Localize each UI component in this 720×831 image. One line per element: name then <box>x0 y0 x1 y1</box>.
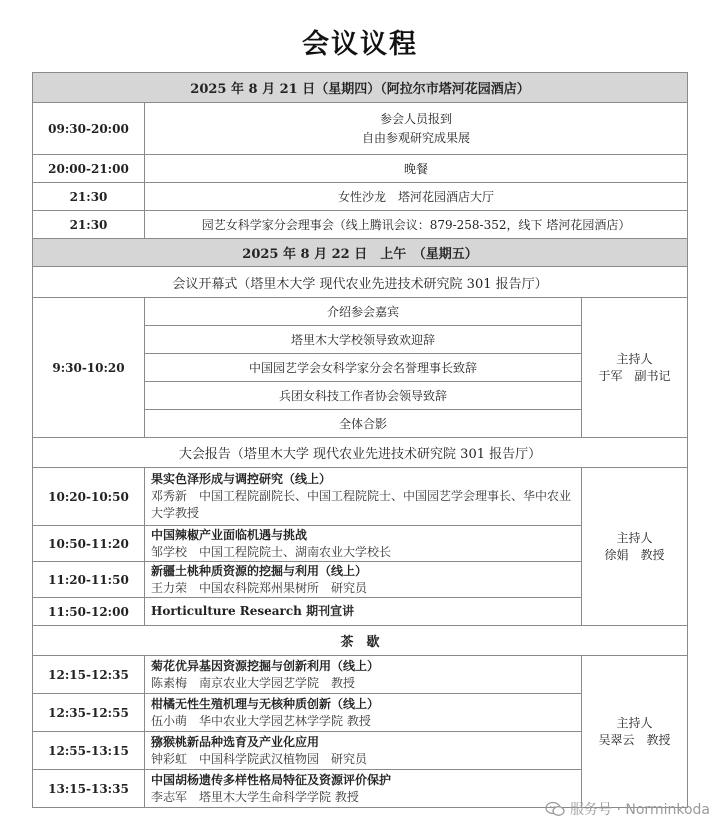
session3-host <box>582 656 688 808</box>
day2-header: 2025 年 8 月 22 日 上午 （星期五） <box>33 239 688 267</box>
plenary-talk1-time: 10:20-10:50 <box>33 468 145 526</box>
session3-talk3-title: 猕猴桃新品种选育及产业化应用 <box>151 734 320 749</box>
plenary-talk1 <box>145 468 582 526</box>
day1-row1-line1: 参会人员报到 <box>380 111 453 126</box>
session3-talk4-speaker: 李志军 塔里木大学生命科学学院 教授 <box>151 789 359 804</box>
day1-row3-time: 21:30 <box>33 183 145 211</box>
plenary-talk3-time: 11:20-11:50 <box>33 562 145 598</box>
session3-talk4 <box>145 770 582 808</box>
opening-item-5: 全体合影 <box>145 410 582 438</box>
opening-host-label: 主持人 <box>616 351 653 366</box>
agenda-table <box>32 72 688 808</box>
session3-talk1-title: 菊花优异基因资源挖掘与创新利用（线上） <box>151 658 380 673</box>
session3-talk1 <box>145 656 582 694</box>
day1-row4-time: 21:30 <box>33 211 145 239</box>
plenary-talk1-speaker: 邓秀新 中国工程院副院长、中国工程院院士、中国园艺学会理事长、华中农业大学教授 <box>151 489 572 520</box>
session3-talk3 <box>145 732 582 770</box>
day1-row1-line2: 自由参观研究成果展 <box>362 130 471 145</box>
session3-talk3-speaker: 钟彩虹 中国科学院武汉植物园 研究员 <box>151 751 368 766</box>
opening-item-2: 塔里木大学校领导致欢迎辞 <box>145 326 582 354</box>
plenary-talk3-speaker: 王力荣 中国农科院郑州果树所 研究员 <box>151 580 368 595</box>
plenary-talk3 <box>145 562 582 598</box>
session3-host-label: 主持人 <box>616 715 653 730</box>
plenary-talk2-speaker: 邹学校 中国工程院院士、湖南农业大学校长 <box>151 544 392 559</box>
day1-row2-content: 晚餐 <box>145 155 688 183</box>
day1-row1-content <box>145 103 688 155</box>
plenary-talk3-title: 新疆土桃种质资源的挖掘与利用（线上） <box>151 563 368 578</box>
plenary-talk2-time: 10:50-11:20 <box>33 526 145 562</box>
session3-talk2-title: 柑橘无性生殖机理与无核种质创新（线上） <box>151 696 380 711</box>
day1-row2-time: 20:00-21:00 <box>33 155 145 183</box>
session3-talk2 <box>145 694 582 732</box>
page-title: 会议议程 <box>302 29 418 60</box>
opening-item-1: 介绍参会嘉宾 <box>145 298 582 326</box>
opening-title: 会议开幕式（塔里木大学 现代农业先进技术研究院 301 报告厅） <box>33 267 688 298</box>
opening-item-4: 兵团女科技工作者协会领导致辞 <box>145 382 582 410</box>
session3-talk4-title: 中国胡杨遗传多样性格局特征及资源评价保护 <box>151 772 392 787</box>
session3-talk1-time: 12:15-12:35 <box>33 656 145 694</box>
plenary-talk2 <box>145 526 582 562</box>
session3-talk2-speaker: 伍小萌 华中农业大学园艺林学学院 教授 <box>151 713 371 728</box>
plenary-host-name: 徐娟 教授 <box>604 547 665 562</box>
opening-host-name: 于军 副书记 <box>598 368 671 383</box>
watermark <box>545 799 710 819</box>
plenary-host <box>582 468 688 626</box>
day1-header: 2025 年 8 月 21 日（星期四）（阿拉尔市塔河花园酒店） <box>33 73 688 103</box>
session3-host-name: 吴翠云 教授 <box>598 732 671 747</box>
session3-talk4-time: 13:15-13:35 <box>33 770 145 808</box>
plenary-talk2-title: 中国辣椒产业面临机遇与挑战 <box>151 527 308 542</box>
session3-talk2-time: 12:35-12:55 <box>33 694 145 732</box>
opening-item-3: 中国园艺学会女科学家分会名誉理事长致辞 <box>145 354 582 382</box>
plenary-talk1-title: 果实色泽形成与调控研究（线上） <box>151 472 332 486</box>
day1-row1-time: 09:30-20:00 <box>33 103 145 155</box>
plenary-talk4-title: Horticulture Research 期刊宣讲 <box>151 604 355 618</box>
plenary-talk4-time: 11:50-12:00 <box>33 598 145 626</box>
session3-talk3-time: 12:55-13:15 <box>33 732 145 770</box>
plenary-host-label: 主持人 <box>616 530 653 545</box>
tea-break: 茶 歇 <box>33 626 688 656</box>
day1-row3-content: 女性沙龙 塔河花园酒店大厅 <box>145 183 688 211</box>
watermark-text: 服务号 · Norminkoda <box>570 802 710 818</box>
day1-row4-content: 园艺女科学家分会理事会（线上腾讯会议：879-258-352，线下 塔河花园酒店） <box>145 211 688 239</box>
plenary-title: 大会报告（塔里木大学 现代农业先进技术研究院 301 报告厅） <box>33 438 688 468</box>
session3-talk1-speaker: 陈素梅 南京农业大学园艺学院 教授 <box>151 675 356 690</box>
opening-time: 9:30-10:20 <box>33 298 145 438</box>
wechat-icon <box>545 801 565 817</box>
plenary-talk4 <box>145 598 582 626</box>
opening-host <box>582 298 688 438</box>
